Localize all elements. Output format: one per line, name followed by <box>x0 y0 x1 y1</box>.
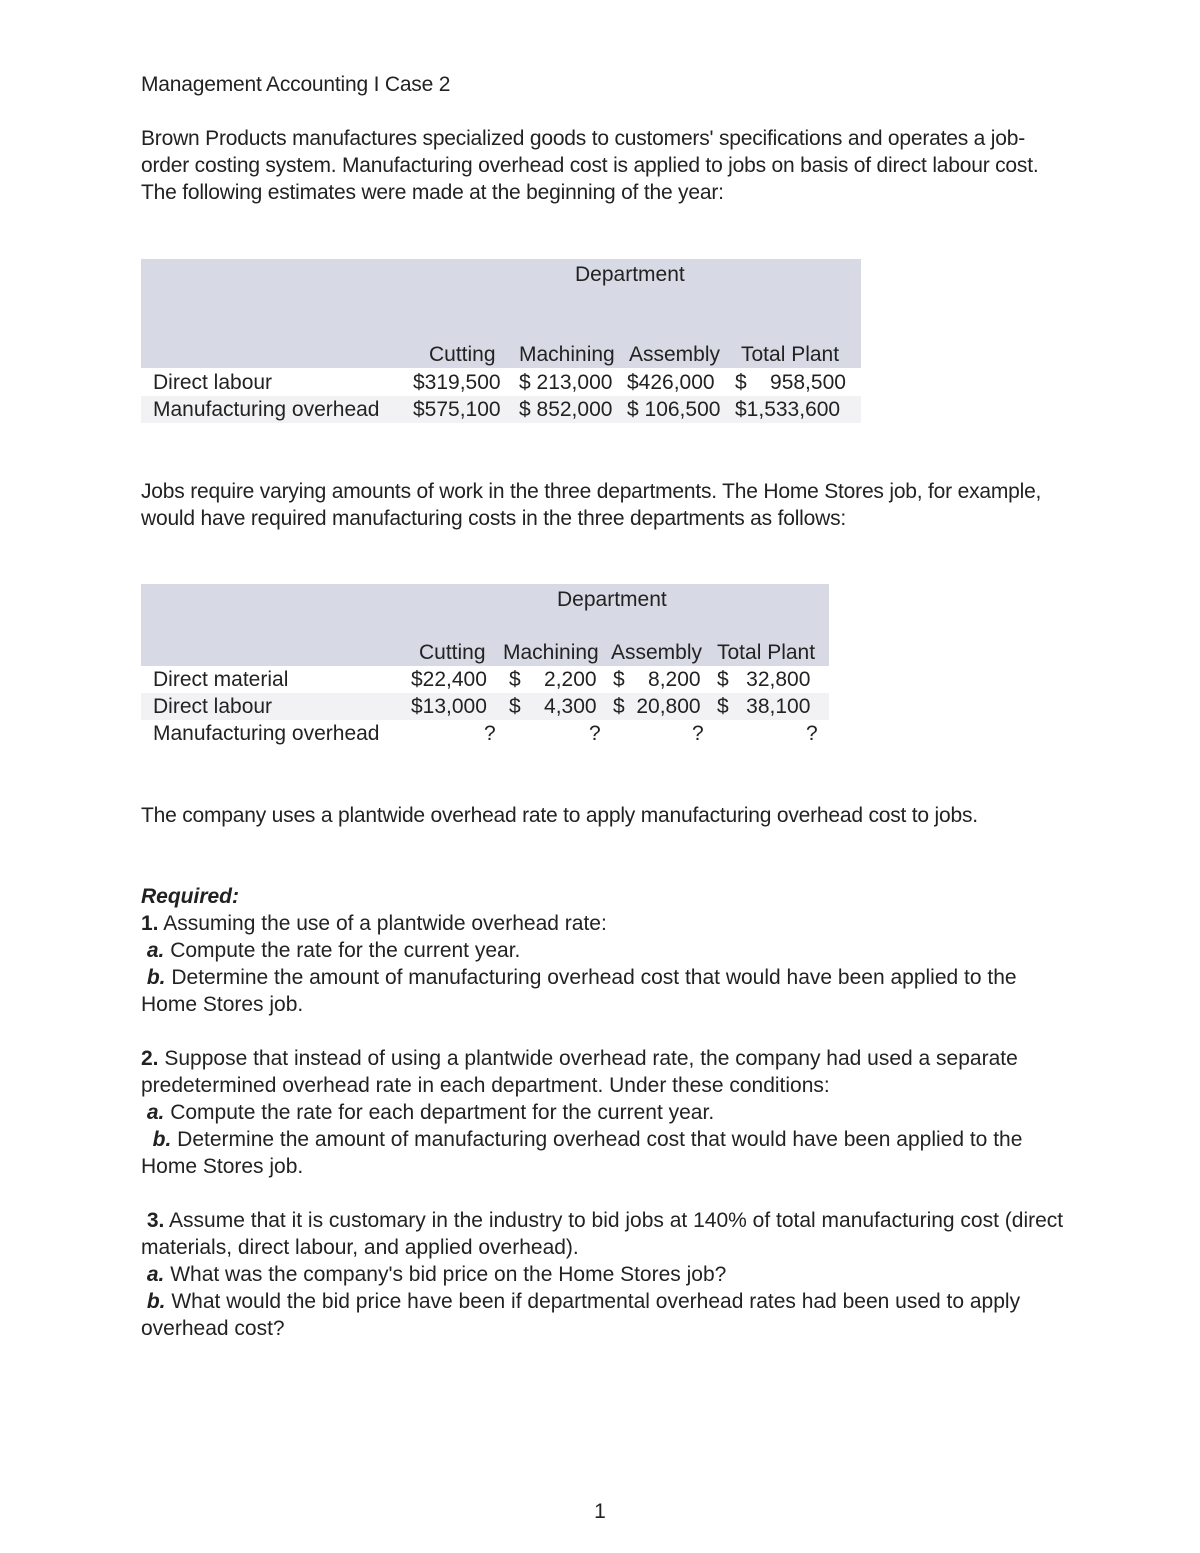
question-2b <box>141 1126 1071 1180</box>
question-text: Compute the rate for the current year. <box>164 939 521 962</box>
cell-value: $13,000 <box>411 695 487 718</box>
cell-value: $1,533,600 <box>735 398 841 421</box>
table-row <box>141 720 829 747</box>
table-row <box>141 693 829 720</box>
estimates-table <box>141 259 861 423</box>
question-text: Compute the rate for each department for the current year. <box>164 1101 715 1124</box>
cell-value: ? <box>589 722 601 745</box>
question-1a <box>141 937 1071 964</box>
cell-value: $426,000 <box>627 371 715 394</box>
question-label: a. <box>146 1263 165 1286</box>
cell-value: $ 213,000 <box>519 371 613 394</box>
cell-value: $ 20,800 <box>613 695 701 718</box>
cell-value: $ 32,800 <box>717 668 811 691</box>
column-header-cutting: Cutting <box>429 343 496 366</box>
question-text: What was the company's bid price on the Home Stores job? <box>164 1263 727 1286</box>
paragraph-home-stores: Jobs require varying amounts of work in the three departments. The Home Stores job, for example, would have required manufacturing costs in the three departments as follows: <box>141 480 1042 530</box>
cell-value: $ 4,300 <box>509 695 597 718</box>
row-label: Manufacturing overhead <box>153 398 380 421</box>
question-text: Determine the amount of manufacturing overhead cost that would have been applied to the Home Stores job. <box>141 966 1017 1016</box>
required-heading: Required: <box>141 885 240 908</box>
row-label: Direct labour <box>153 695 273 718</box>
cell-value: $ 958,500 <box>735 371 846 394</box>
question-text: Assuming the use of a plantwide overhead rate: <box>158 912 607 935</box>
paragraph-plantwide: The company uses a plantwide overhead rate to apply manufacturing overhead cost to jobs. <box>141 804 978 827</box>
column-header-machining: Machining <box>519 343 615 366</box>
column-header-total-plant: Total Plant <box>717 641 816 664</box>
cell-value: $22,400 <box>411 668 487 691</box>
question-label: a. <box>146 1101 165 1124</box>
question-3a <box>141 1261 1071 1288</box>
table-row <box>141 396 861 423</box>
cell-value: ? <box>692 722 704 745</box>
cell-value: $319,500 <box>413 371 501 394</box>
cell-value: $ 852,000 <box>519 398 613 421</box>
question-1 <box>141 910 1071 937</box>
question-1b <box>141 964 1071 1018</box>
question-number: 1. <box>141 912 159 935</box>
cell-value: $ 2,200 <box>509 668 597 691</box>
cell-value: $ 8,200 <box>613 668 701 691</box>
row-label: Direct labour <box>153 371 273 394</box>
column-header-machining: Machining <box>503 641 599 664</box>
page-number: 1 <box>594 1500 606 1523</box>
required-section <box>141 883 1071 1342</box>
column-header-cutting: Cutting <box>419 641 486 664</box>
department-header: Department <box>575 263 685 286</box>
document-title: Management Accounting I Case 2 <box>141 73 451 96</box>
question-2a <box>141 1099 1071 1126</box>
cell-value: ? <box>806 722 818 745</box>
question-2 <box>141 1045 1071 1099</box>
question-label: b. <box>146 1290 166 1313</box>
cell-value: $ 106,500 <box>627 398 721 421</box>
question-text: Assume that it is customary in the industry to bid jobs at 140% of total manufacturing cost (direct materials, direct labour, and applied overhead). <box>141 1209 1064 1259</box>
home-stores-table <box>141 584 829 750</box>
question-3b <box>141 1288 1071 1342</box>
cell-value: ? <box>484 722 496 745</box>
intro-paragraph: Brown Products manufactures specialized goods to customers' specifications and operates a job-order costing system. Manufacturing overhead cost is applied to jobs on basis of direct labour cost. The following estimates were made at the beginning of the year: <box>141 127 1039 204</box>
question-label: a. <box>146 939 165 962</box>
cell-value: $ 38,100 <box>717 695 811 718</box>
question-3 <box>141 1207 1071 1261</box>
question-text: Suppose that instead of using a plantwide overhead rate, the company had used a separate predetermined overhead rate in each department. Under these conditions: <box>141 1047 1018 1097</box>
row-label: Direct material <box>153 668 289 691</box>
table-row <box>141 666 829 693</box>
department-header: Department <box>557 588 667 611</box>
question-label: b. <box>146 966 166 989</box>
column-header-assembly: Assembly <box>629 343 721 366</box>
row-label: Manufacturing overhead <box>153 722 380 745</box>
column-header-assembly: Assembly <box>611 641 703 664</box>
question-number: 2. <box>141 1047 159 1070</box>
question-text: What would the bid price have been if departmental overhead rates had been used to apply overhead cost? <box>141 1290 1021 1340</box>
column-header-total-plant: Total Plant <box>741 343 840 366</box>
table-row <box>141 369 861 396</box>
question-number: 3. <box>146 1209 165 1232</box>
question-text: Determine the amount of manufacturing overhead cost that would have been applied to the Home Stores job. <box>141 1128 1023 1178</box>
question-label: b. <box>152 1128 172 1151</box>
cell-value: $575,100 <box>413 398 501 421</box>
